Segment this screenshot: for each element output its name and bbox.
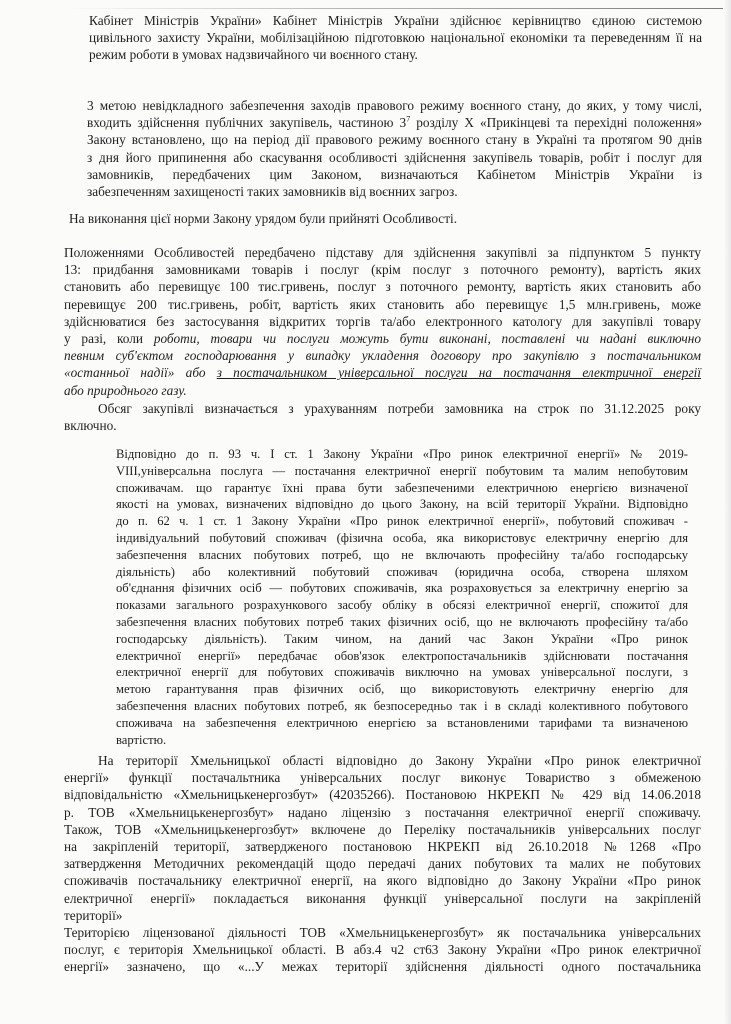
superscript: 7 [406,114,411,124]
text-line: забезпечення власних побутових потреб, як безпосередньо так і в складі колективного побутового [116,698,688,713]
paragraph-licensed-territory [64,924,701,976]
text-line: Положеннями Особливостей передбачено підставу для здійснення закупівлі за підпунктом 5 пункту [64,245,701,260]
text-line: На території Хмельницької області відповідно до Закону України «Про ринок електричної [98,753,701,768]
text-line: забезпеченням захищеності таких замовників від воєнних загроз. [87,184,458,200]
text-line: відповідальністю «Хмельницькенергозбут» (42035266). Постановою НКРЕКП № 429 від 14.06.2018 [64,787,701,803]
text-line: включно. [64,418,117,434]
text-line: метою гарантування прав фізичних осіб, що використовують електричну енергію для [116,682,688,697]
text-line: якості на умовах, визначених відповідно до цього Закону, на всій території України. Відповідно [116,497,688,512]
text-line: з дня його припинення або скасування особливості здійснення закупівель товарів, робіт і послуг для [87,149,702,165]
text-line: електричної енергії» передбачає обов'язок електропостачальників здійснювати постачання [116,648,688,663]
text-line: показами загального розрахункового засобу обліку в обсязі електричної енергії, спожитої для [116,598,688,613]
text-line: становить або перевищує 100 тис.гривень, послуг з поточного ремонту, вартість яких становить або [64,279,701,295]
text-line: території» [64,907,123,923]
text-line: певним суб'єктом господарювання у випадку укладення договору про закупівлю з постачальником [64,348,701,364]
paragraph-cabinet-powers [89,12,702,64]
text-line: входить здійснення публічних закупівель, частиною $3^7$ розділу X «Прикінцеві та перехідні положення» [87,114,702,131]
text-line: Відповідно до п. 93 ч. І ст. 1 Закону України «Про ринок електричної енергії» № 2019- [116,447,688,461]
text-line: або природнього газу. [64,382,187,398]
text-line: перевищує 200 тис.гривень, робіт, вартість яких становить або перевищує 1,5 млн.гривень, може [64,296,701,312]
text-line: Обсяг закупівлі визначається з урахуванням потреби замовника на строк по 31.12.2025 року [98,401,701,416]
text-line: 3 метою невідкладного забезпечення заходів правового режиму воєнного стану, до яких, у тому числі, [87,98,702,113]
text-line: Також, ТОВ «Хмельницькенергозбут» включене до Переліку постачальників універсальних послуг [64,821,701,837]
text-line: електричної енергії для побутових споживачів виключно на умовах універсальної послуги, з [116,665,688,680]
text-line: затвердження Методичних рекомендацій щодо передачі даних побутових та малих не побутових [64,856,701,872]
paragraph-khmelnytskyi-supplier [64,752,701,924]
text-line: споживачів постачальнику електричної енергії, на якого відповідно до Закону України «Про ринок [64,873,701,889]
text-line: енергії» функції постачальтника універсальних послуг виконує Товариство з обмеженою [64,770,701,786]
paragraph-procurement-volume [64,400,701,434]
paragraph-procurement-basis [64,244,701,399]
text-line: споживачам. що гарантує їхні права бути забезпеченими електричною енергією визначеної [116,480,688,495]
scan-page-edge-right [723,0,731,1024]
text-line: у разі, коли роботи, товари чи послуги можуть бути виконані, поставлені чи надані виключно [64,331,701,347]
text-line: 13: придбання замовниками товарів і послуг (крім послуг з поточного ремонту), вартість яких [64,262,701,278]
text-line: господарську діяльність). Таким чином, на даний час Закон України «Про ринок [116,631,688,646]
paragraph-universal-service-definition [116,446,688,748]
text-line: замовників, передбачених цим Законом, визначаються Кабінетом Міністрів України із [87,166,702,182]
text-line: «останньої надії» або з постачальником універсальної послуги на постачання електричної енергії [64,365,702,381]
text-line: на закріпленій території, затвердженого постановою НКРЕКП від 26.10.2018 №1268 «Про [64,839,701,855]
text-line: здійснюватися без застосування відкритих торгів та/або електронного катологу для закупівлі товару [64,313,701,329]
text-line: цивільного захисту України, мобілізаційною підготовкою національної економіки та переведенням її на [89,30,702,46]
text-line: забезпечення власних побутових потреб таких фізичних осіб, що не включають професійну та/або [116,614,688,629]
text-line: р. ТОВ «Хмельницькенергозбут» надано ліцензію з постачання електричної енергії споживачу. [64,804,701,820]
text-line: до п. 62 ч. 1 ст. 1 Закону України «Про ринок електричної енергії», побутовий споживач - [116,514,688,529]
text-line: забезпечення власних побутових потреб, що не включають професійну та/або господарську [116,547,688,562]
text-line: послуг, є територія Хмельницької області. В абз.4 ч2 ст63 Закону України «Про ринок електричної [64,942,701,958]
text-line: діяльність) або колективний побутовий споживач (юридична особа, створена шляхом [116,564,688,579]
scan-page-edge-top [70,8,725,9]
text-line: індивідуальний побутовий споживач (фізична особа, яка використовує електричну енергію для [116,530,688,545]
paragraph-martial-law-procurement [87,97,702,200]
underlined-text: з постачальником універсальної послуги на постачання електричної енергії [216,365,702,381]
text-line: Кабінет Міністрів України» Кабінет Міністрів України здійснює керівництво єдиною системою [89,13,702,28]
text-line: На виконання цієї норми Закону урядом були прийняті Особливості. [69,211,458,226]
text-line: об'єднання фізичних осіб — побутових споживачів, яка розраховується за електричну енергію за [116,581,688,596]
text-line: споживача на забезпечення електричною енергією за встановленими тарифами та визначеною [116,715,688,730]
text-line: режим роботи в умовах надзвичайного чи воєнного стану. [89,47,418,63]
text-line: Закону встановлено, що на період дії правового режиму воєнного стану в Україні та протягом 90 днів [87,132,702,148]
paragraph-features-adopted [69,210,689,227]
text-line: VIII,універсальна послуга — постачання електричної енергії побутовим та малим непобутовим [116,463,688,478]
text-line: Територією ліцензованої діяльності ТОВ «Хмельницькенергозбут» як постачальника універсальних [64,925,701,940]
text-line: енергії» зазначено, що «...У межах території здійснення діяльності одного постачальника [64,959,701,975]
text-line: електричної енергії» покладається виконання функції універсальної послуги на закріпленій [64,890,701,906]
text-line: вартістю. [116,732,167,747]
